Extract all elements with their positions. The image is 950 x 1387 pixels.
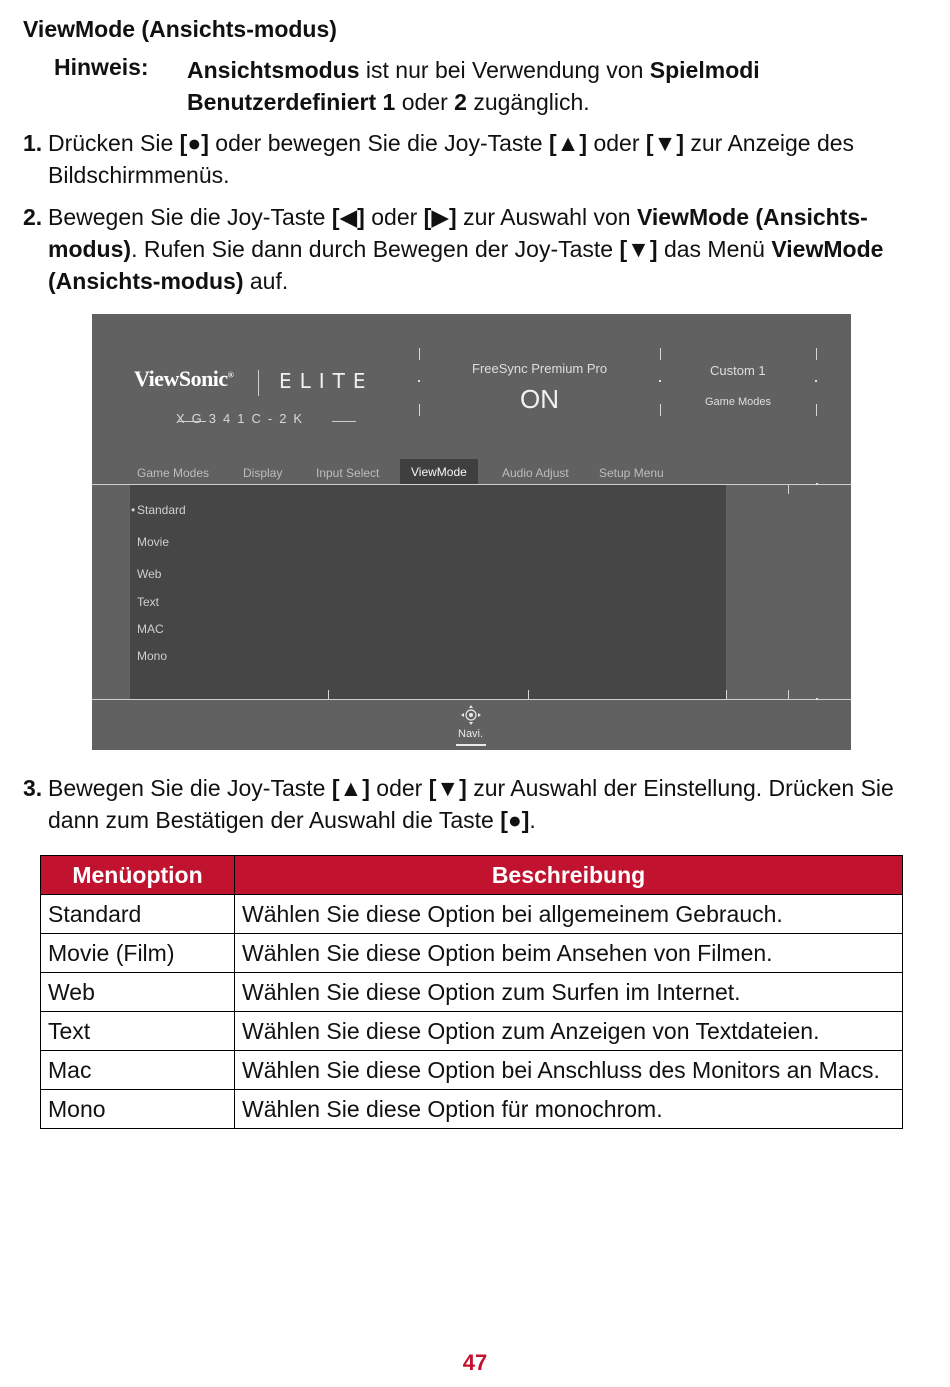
section-title: ViewMode (Ansichts-modus) — [23, 16, 337, 42]
tab-setup-menu[interactable]: Setup Menu — [599, 466, 664, 480]
divider-tick — [660, 404, 661, 416]
tab-game-modes[interactable]: Game Modes — [137, 466, 210, 480]
step-text-part: auf. — [243, 268, 289, 294]
model-number: XG341C-2K — [176, 411, 310, 426]
step-text-part: oder — [369, 775, 429, 801]
option-name-cell: Web — [41, 973, 235, 1012]
option-name-cell: Mac — [41, 1051, 235, 1090]
step-text-part: Bewegen Sie die Joy-Taste — [48, 204, 332, 230]
option-mac[interactable]: MAC — [137, 622, 164, 636]
step-text-part: oder bewegen Sie die Joy-Taste — [208, 130, 549, 156]
navi-label: Navi. — [458, 728, 484, 740]
divider-tick — [660, 348, 661, 360]
divider-dot — [659, 380, 661, 382]
bottom-divider — [92, 699, 851, 700]
brand-name: ViewSonic — [134, 366, 228, 391]
column-header-description: Beschreibung — [235, 856, 903, 895]
up-arrow-glyph: [▲] — [548, 130, 588, 156]
step-text — [48, 127, 918, 191]
note-bold-mode: Ansichtsmodus — [187, 57, 360, 83]
step-text-part: Bewegen Sie die Joy-Taste — [48, 775, 332, 801]
divider-tick — [816, 404, 817, 416]
note-text-part: ist nur bei Verwendung von — [359, 57, 650, 83]
option-movie[interactable]: Movie — [137, 535, 170, 549]
viewmode-bold: ViewMode (Ansichts-modus) — [48, 204, 868, 262]
option-description-cell: Wählen Sie diese Option für monochrom. — [235, 1090, 903, 1129]
selected-bullet-icon: • — [131, 503, 136, 517]
step-text-part: zur Anzeige des Bildschirmmenüs. — [48, 130, 855, 188]
note-bold-game-modes: Spielmodi Benutzerdefiniert 1 — [187, 57, 760, 115]
table-row — [41, 1051, 903, 1090]
divider-dot — [816, 698, 818, 700]
table-row — [41, 895, 903, 934]
menu-option-table — [40, 855, 903, 1129]
brand-mark: ® — [227, 370, 234, 380]
option-standard[interactable] — [131, 503, 186, 517]
game-mode-label: Game Modes — [705, 396, 772, 408]
note-text-part: zugänglich. — [466, 89, 590, 115]
table-row — [41, 1012, 903, 1051]
viewmode-bold: ViewMode (Ansichts-modus) — [48, 236, 884, 294]
model-line-right — [332, 421, 356, 422]
option-web[interactable]: Web — [137, 567, 162, 581]
step-text-part: Drücken Sie — [48, 130, 180, 156]
page-number: 47 — [462, 1350, 488, 1375]
down-arrow-glyph: [▼] — [428, 775, 467, 801]
step-text — [48, 201, 918, 297]
option-mono[interactable]: Mono — [137, 649, 168, 663]
press-button-glyph: [●] — [179, 130, 209, 156]
freesync-label: FreeSync Premium Pro — [472, 361, 608, 376]
step-text-part: oder — [364, 204, 424, 230]
tab-input-select[interactable]: Input Select — [316, 466, 380, 480]
viewmode-option-list — [130, 485, 726, 700]
divider-dot — [418, 380, 420, 382]
divider-tick — [788, 485, 789, 494]
option-name-cell: Standard — [41, 895, 235, 934]
note-label: Hinweis: — [54, 54, 149, 80]
table-row — [41, 934, 903, 973]
osd-screenshot — [92, 314, 851, 750]
table-row — [41, 1090, 903, 1129]
logo-divider — [258, 370, 259, 396]
step-text-part: das Menü — [657, 236, 772, 262]
down-arrow-glyph: [▼] — [619, 236, 658, 262]
viewsonic-logo — [134, 366, 233, 392]
up-arrow-glyph: [▲] — [331, 775, 370, 801]
left-arrow-glyph: [◀] — [331, 204, 365, 230]
freesync-value: ON — [520, 384, 559, 414]
option-description-cell: Wählen Sie diese Option beim Ansehen von Filmen. — [235, 934, 903, 973]
step-text — [48, 772, 918, 836]
divider-dot — [815, 380, 817, 382]
option-description-cell: Wählen Sie diese Option bei allgemeinem Gebrauch. — [235, 895, 903, 934]
step-text-part: zur Auswahl der Einstellung. Drücken Sie dann zum Bestätigen der Auswahl die Taste — [48, 775, 894, 833]
option-label: Standard — [137, 503, 186, 517]
option-name-cell: Text — [41, 1012, 235, 1051]
divider-tick — [419, 404, 420, 416]
note-text-part: oder — [395, 89, 455, 115]
joystick-icon — [460, 704, 482, 726]
step-text-part: zur Auswahl von — [456, 204, 637, 230]
option-description-cell: Wählen Sie diese Option zum Anzeigen von Textdateien. — [235, 1012, 903, 1051]
option-text[interactable]: Text — [137, 595, 160, 609]
table-row — [41, 973, 903, 1012]
divider-dot — [816, 483, 818, 485]
tab-audio-adjust[interactable]: Audio Adjust — [502, 466, 569, 480]
table-header-row — [41, 856, 903, 895]
elite-logo: ELITE — [279, 369, 374, 393]
option-description-cell: Wählen Sie diese Option zum Surfen im Internet. — [235, 973, 903, 1012]
step-text-part: . — [529, 807, 536, 833]
divider-tick — [816, 348, 817, 360]
option-name-cell: Mono — [41, 1090, 235, 1129]
osd-tab-bar — [92, 459, 851, 485]
note-bold-two: 2 — [454, 89, 467, 115]
step-number: 1. — [23, 130, 43, 156]
press-button-glyph: [●] — [500, 807, 530, 833]
step-text-part: oder — [587, 130, 646, 156]
column-header-option: Menüoption — [41, 856, 235, 895]
step-number: 2. — [23, 204, 43, 230]
step-number: 3. — [23, 775, 43, 801]
option-description-cell: Wählen Sie diese Option bei Anschluss des Monitors an Macs. — [235, 1051, 903, 1090]
down-arrow-glyph: [▼] — [645, 130, 684, 156]
step-text-part: . Rufen Sie dann durch Bewegen der Joy-Taste — [131, 236, 620, 262]
note-text — [187, 54, 887, 118]
right-arrow-glyph: [▶] — [423, 204, 457, 230]
tab-viewmode[interactable]: ViewMode — [400, 459, 478, 485]
divider-tick — [419, 348, 420, 360]
tab-display[interactable]: Display — [243, 466, 283, 480]
option-name-cell: Movie (Film) — [41, 934, 235, 973]
game-mode-value: Custom 1 — [710, 363, 766, 378]
navi-underline — [456, 744, 486, 746]
